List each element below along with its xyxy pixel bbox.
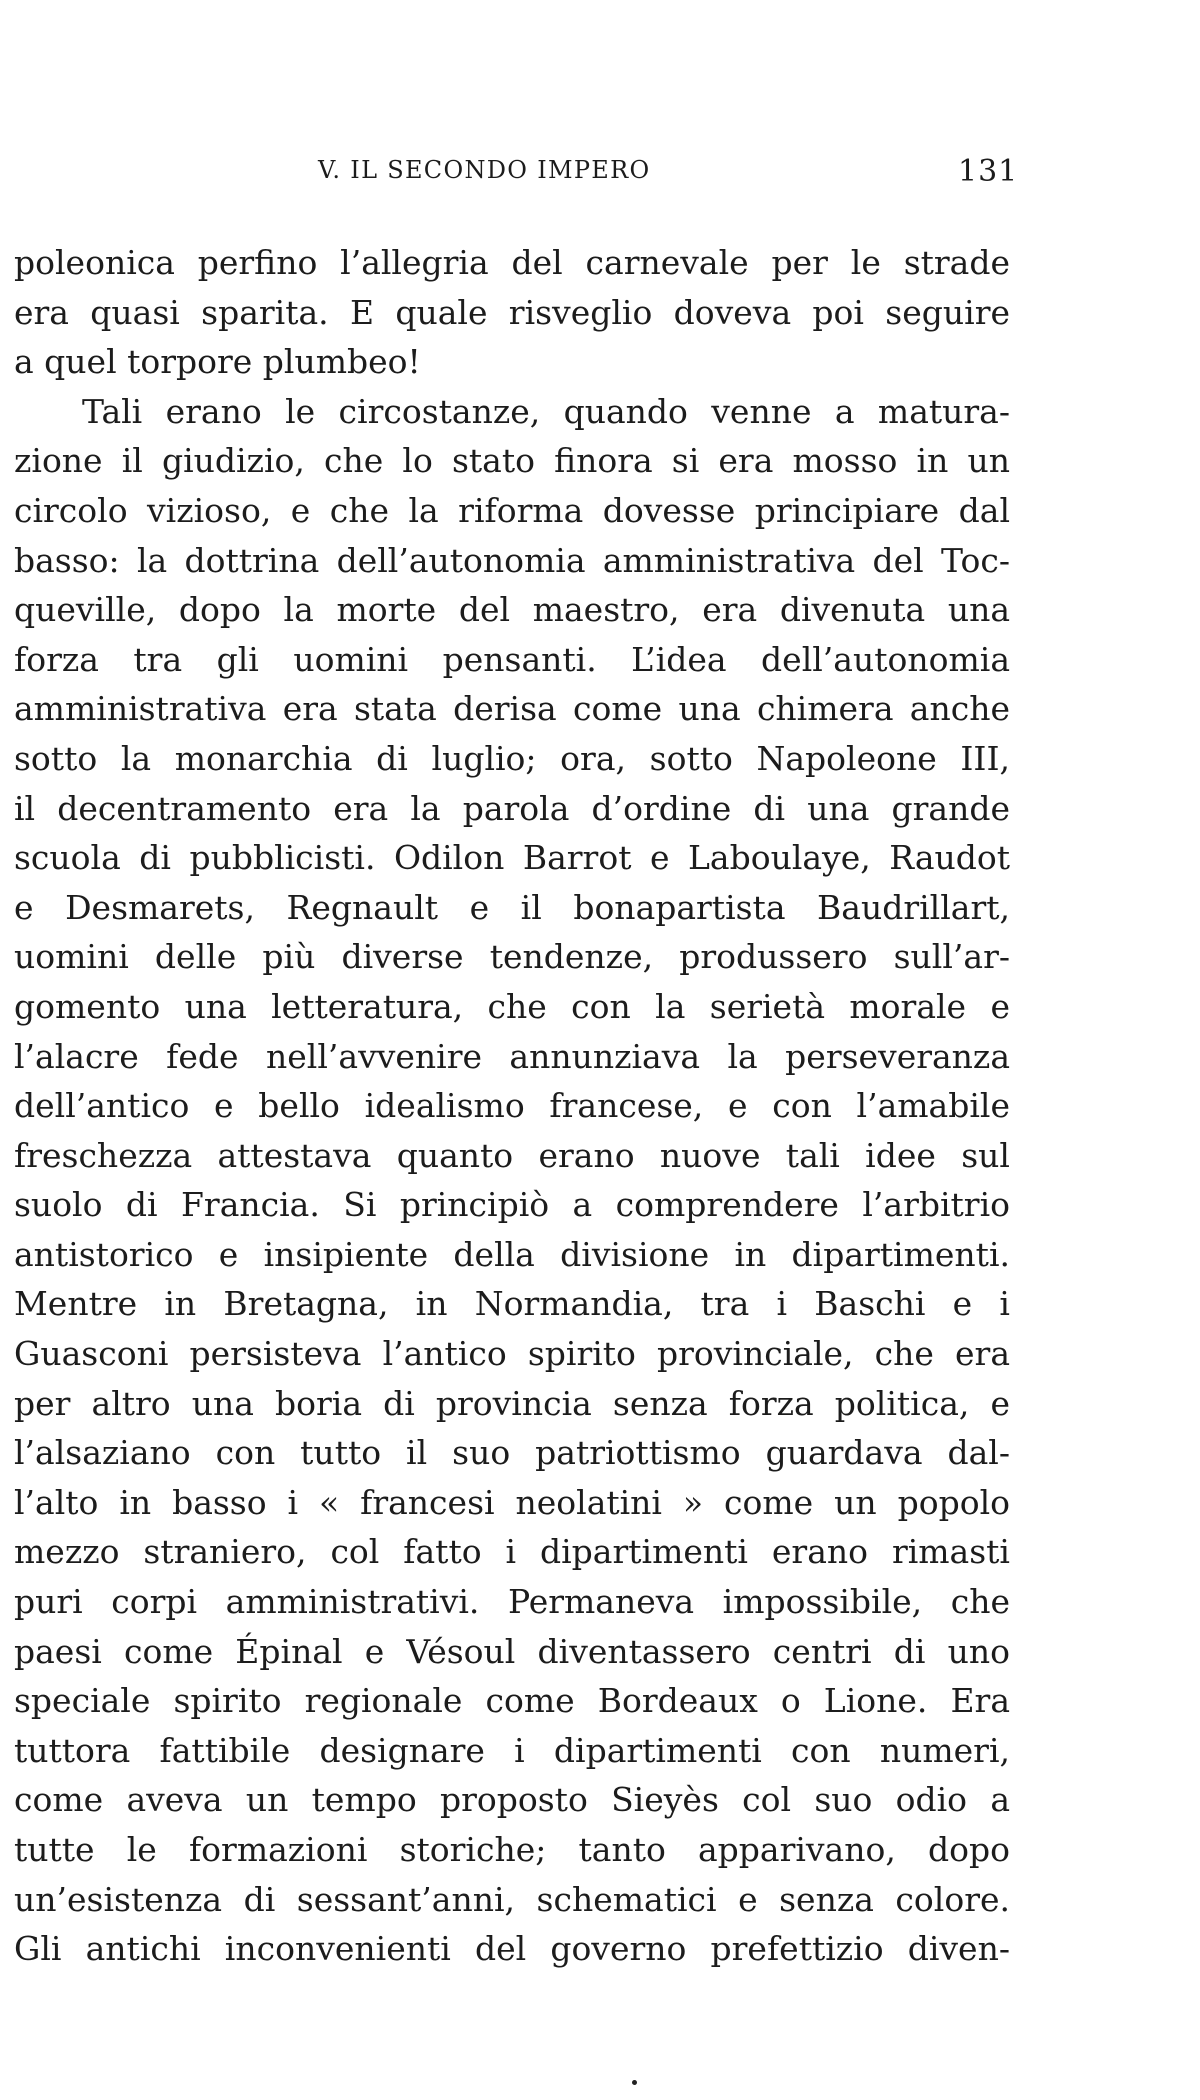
text-line: uomini delle più diverse tendenze, produssero sull’ar-	[14, 937, 1010, 977]
text-line: sotto la monarchia di luglio; ora, sotto Napoleone III,	[14, 738, 1010, 778]
text-line: forza tra gli uomini pensanti. L’idea dell’autonomia	[14, 639, 1010, 679]
text-line: Gli antichi inconvenienti del governo prefettizio diven-	[14, 1929, 1010, 1969]
text-line: tutte le formazioni storiche; tanto apparivano, dopo	[14, 1830, 1010, 1869]
text-line: Tali erano le circostanze, quando venne a matura-	[82, 391, 1010, 431]
text-line: e Desmarets, Regnault e il bonapartista Baudrillart,	[14, 887, 1010, 927]
text-line: dell’antico e bello idealismo francese, e con l’amabile	[14, 1086, 1010, 1126]
text-line: poleonica perfino l’allegria del carnevale per le strade	[14, 243, 1010, 282]
text-line: speciale spirito regionale come Bordeaux o Lione. Era	[14, 1681, 1010, 1721]
chapter-running-title: V. IL SECONDO IMPERO	[318, 156, 651, 184]
text-line: l’alacre fede nell’avvenire annunziava la perseveranza	[14, 1036, 1010, 1076]
page-number: 131	[958, 154, 1019, 189]
text-line: basso: la dottrina dell’autonomia amministrativa del Toc-	[14, 540, 1010, 580]
text-line: come aveva un tempo proposto Sieyès col suo odio a	[14, 1780, 1010, 1820]
text-line: l’alto in basso i « francesi neolatini » come un popolo	[14, 1482, 1010, 1522]
text-line: l’alsaziano con tutto il suo patriottismo guardava dal-	[14, 1433, 1010, 1473]
body-text	[14, 238, 1010, 1974]
text-line: amministrativa era stata derisa come una chimera anche	[14, 689, 1010, 729]
scan-speck	[632, 2080, 637, 2085]
text-line: un’esistenza di sessant’anni, schematici e senza colore.	[14, 1879, 1010, 1919]
text-line: Guasconi persisteva l’antico spirito provinciale, che era	[14, 1334, 1010, 1374]
text-line: tuttora fattibile designare i dipartimenti con numeri,	[14, 1730, 1010, 1770]
text-line: per altro una boria di provincia senza forza politica, e	[14, 1383, 1010, 1423]
text-line: circolo vizioso, e che la riforma dovesse principiare dal	[14, 490, 1010, 530]
text-line: puri corpi amministrativi. Permaneva impossibile, che	[14, 1582, 1010, 1622]
text-line: mezzo straniero, col fatto i dipartimenti erano rimasti	[14, 1532, 1010, 1572]
text-line: scuola di pubblicisti. Odilon Barrot e Laboulaye, Raudot	[14, 838, 1010, 878]
text-line: antistorico e insipiente della divisione in dipartimenti.	[14, 1234, 1010, 1274]
text-line: paesi come Épinal e Vésoul diventassero centri di uno	[14, 1631, 1010, 1671]
text-line: queville, dopo la morte del maestro, era divenuta una	[14, 590, 1010, 630]
text-line: a quel torpore plumbeo!	[14, 342, 421, 382]
text-line: gomento una letteratura, che con la serietà morale e	[14, 986, 1010, 1026]
text-line: freschezza attestava quanto erano nuove tali idee sul	[14, 1135, 1010, 1175]
text-line: zione il giudizio, che lo stato finora si era mosso in un	[14, 441, 1010, 481]
text-line: il decentramento era la parola d’ordine di una grande	[14, 788, 1010, 828]
text-line: Mentre in Bretagna, in Normandia, tra i Baschi e i	[14, 1284, 1010, 1324]
running-head	[0, 156, 1200, 196]
text-line: era quasi sparita. E quale risveglio doveva poi seguire	[14, 292, 1010, 332]
text-line: suolo di Francia. Si principiò a comprendere l’arbitrio	[14, 1185, 1010, 1225]
